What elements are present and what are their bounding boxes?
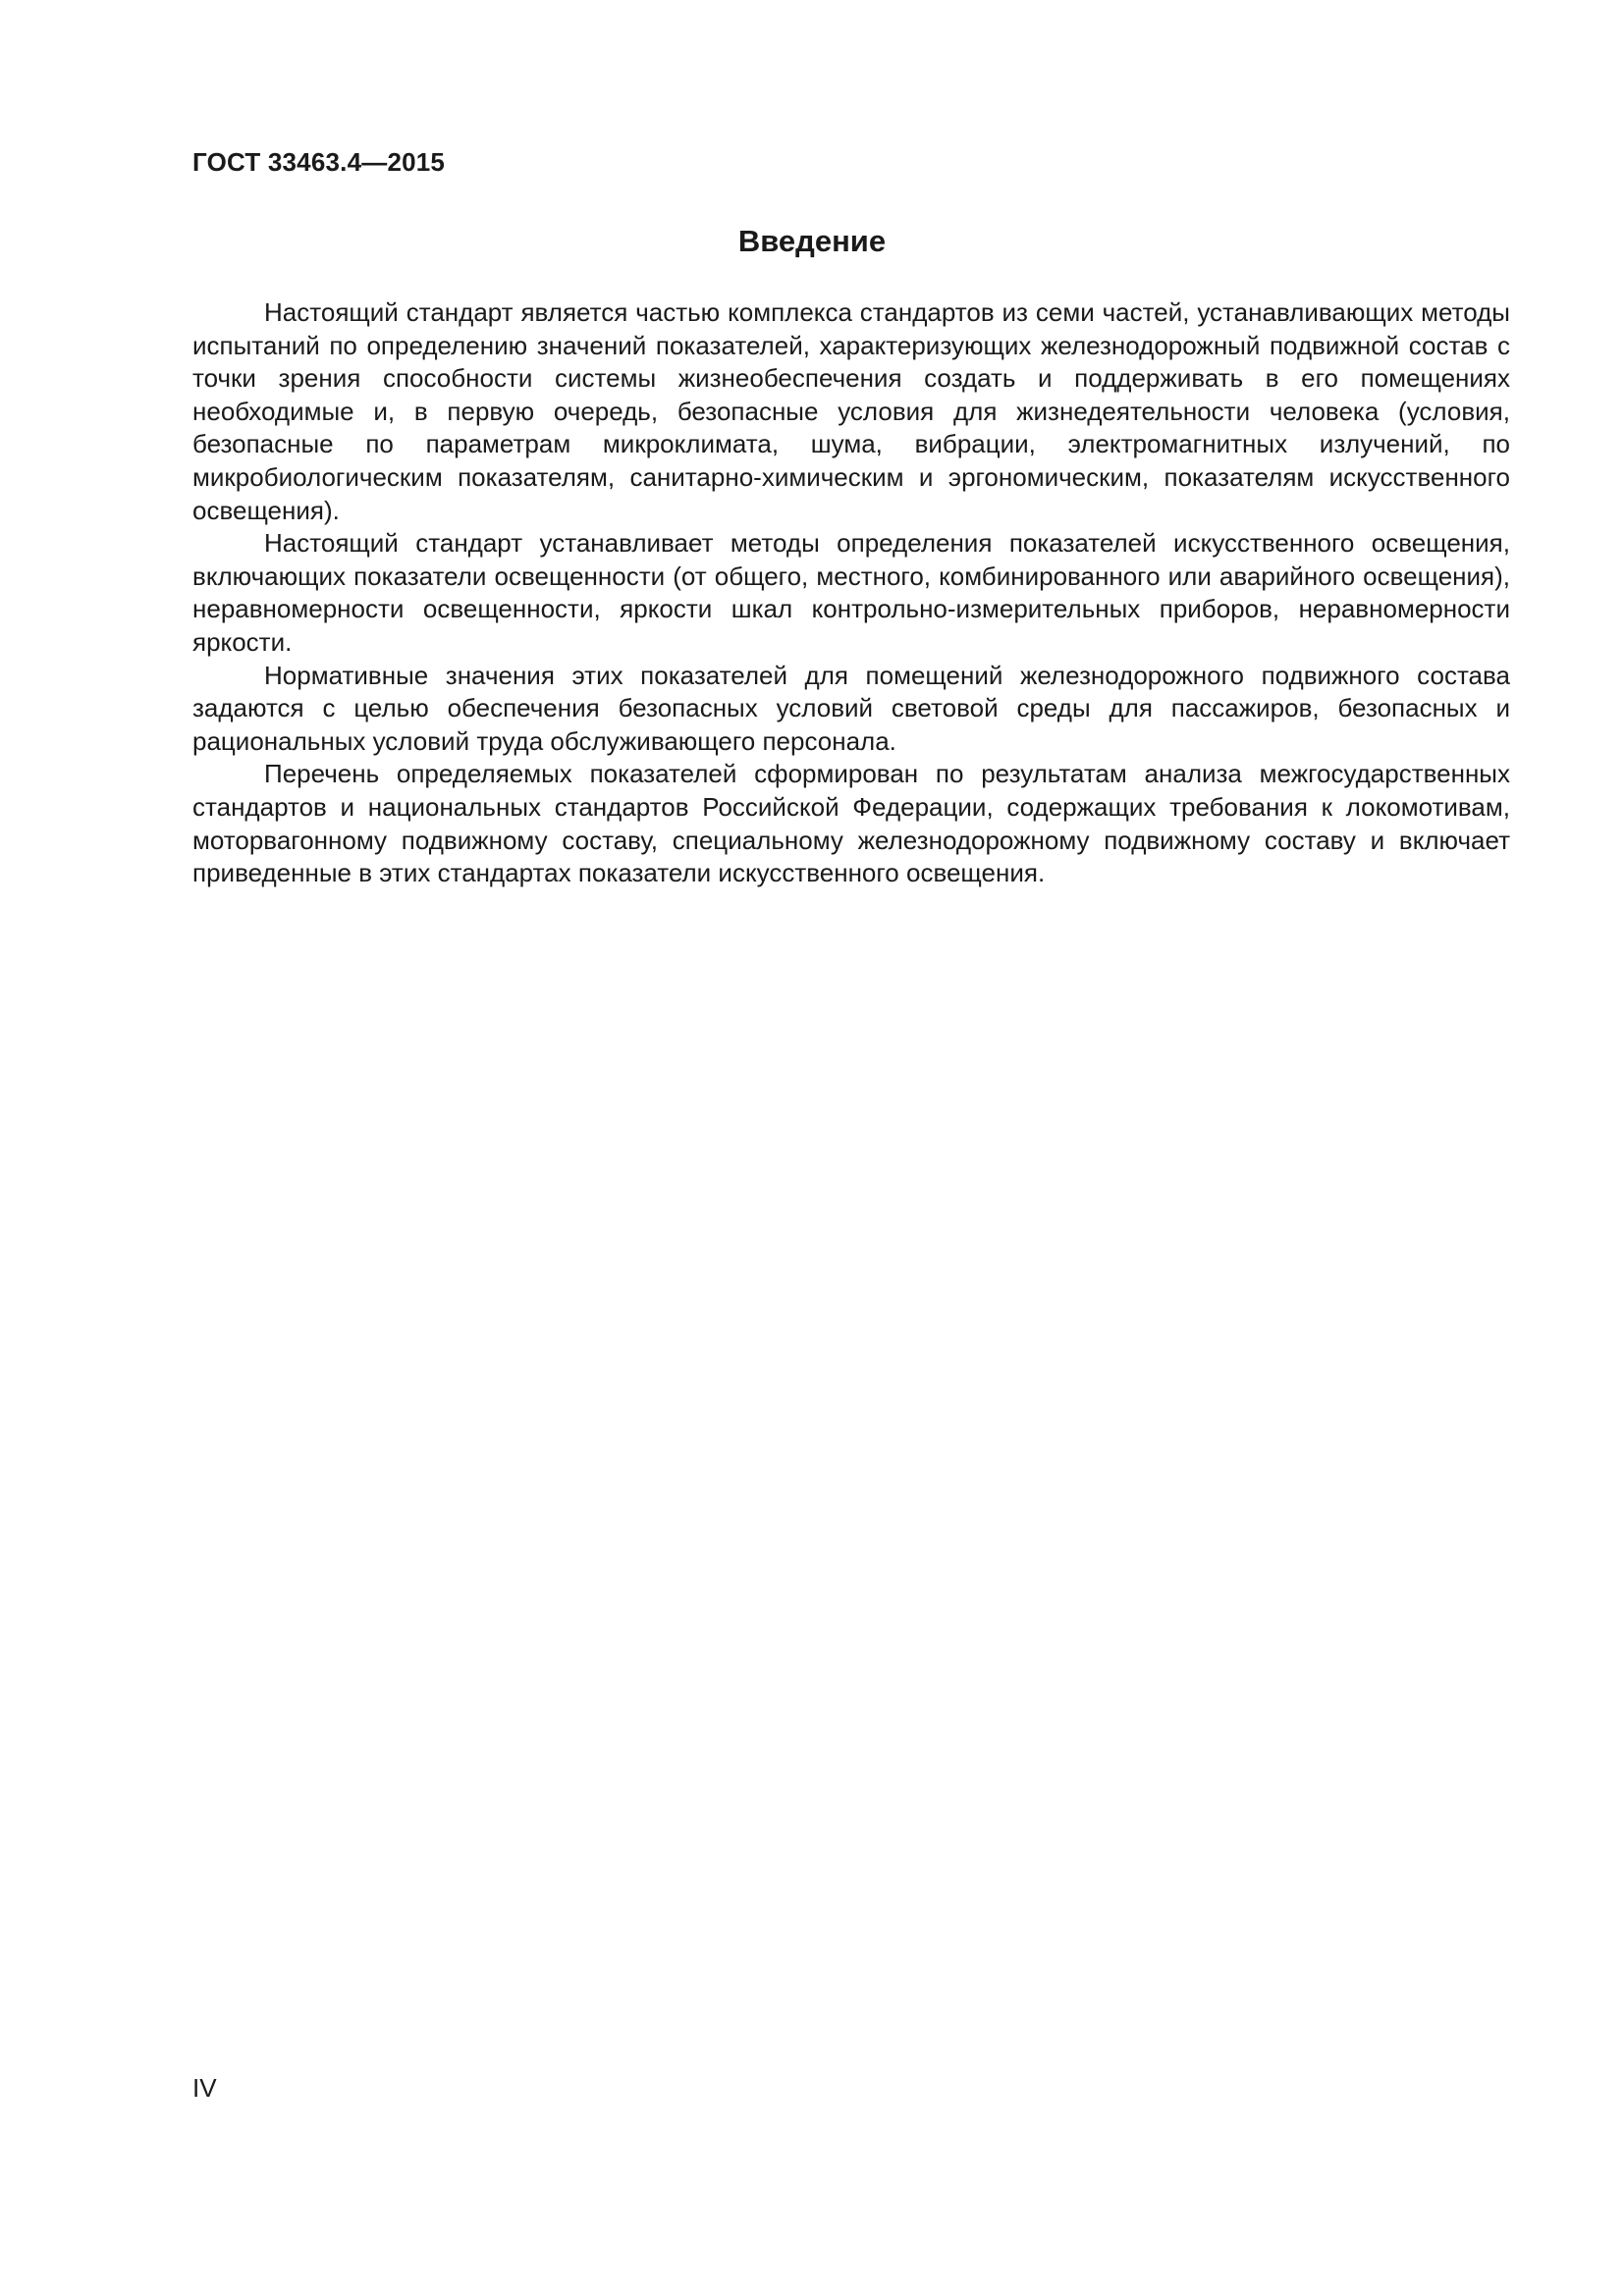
paragraph-4: Перечень определяемых показателей сформирован по результатам анализа межгосударственных стандартов и национальных стандартов Российской Федерации, содержащих требования к локомотивам, моторвагонному подвижному составу, специальному железнодорожному подвижному составу и включает приведенные в этих стандартах показатели искусственного освещения. [192,759,1510,888]
page-number: IV [192,2073,217,2103]
document-code: ГОСТ 33463.4—2015 [192,147,446,177]
paragraph-3: Нормативные значения этих показателей для помещений железнодорожного подвижного состава задаются с целью обеспечения безопасных условий световой среды для пассажиров, безопасных и рациональных условий труда обслуживающего персонала. [192,660,1510,756]
introduction-body [192,296,1510,890]
paragraph-2: Настоящий стандарт устанавливает методы определения показателей искусственного освещения, включающих показатели освещенности (от общего, местного, комбинированного или аварийного освещения), неравномерности освещенности, яркости шкал контрольно-измерительных приборов, неравномерности яркости. [192,528,1510,657]
paragraph-1: Настоящий стандарт является частью комплекса стандартов из семи частей, устанавливающих методы испытаний по определению значений показателей, характеризующих железнодорожный подвижной состав с точки зрения способности системы жизнеобеспечения создать и поддерживать в его помещениях необходимые и, в первую очередь, безопасные условия для жизнедеятельности человека (условия, безопасные по параметрам микроклимата, шума, вибрации, электромагнитных излучений, по микробиологическим показателям, санитарно-химическим и эргономическим, показателям искусственного освещения). [192,297,1510,525]
section-title: Введение [737,224,887,258]
